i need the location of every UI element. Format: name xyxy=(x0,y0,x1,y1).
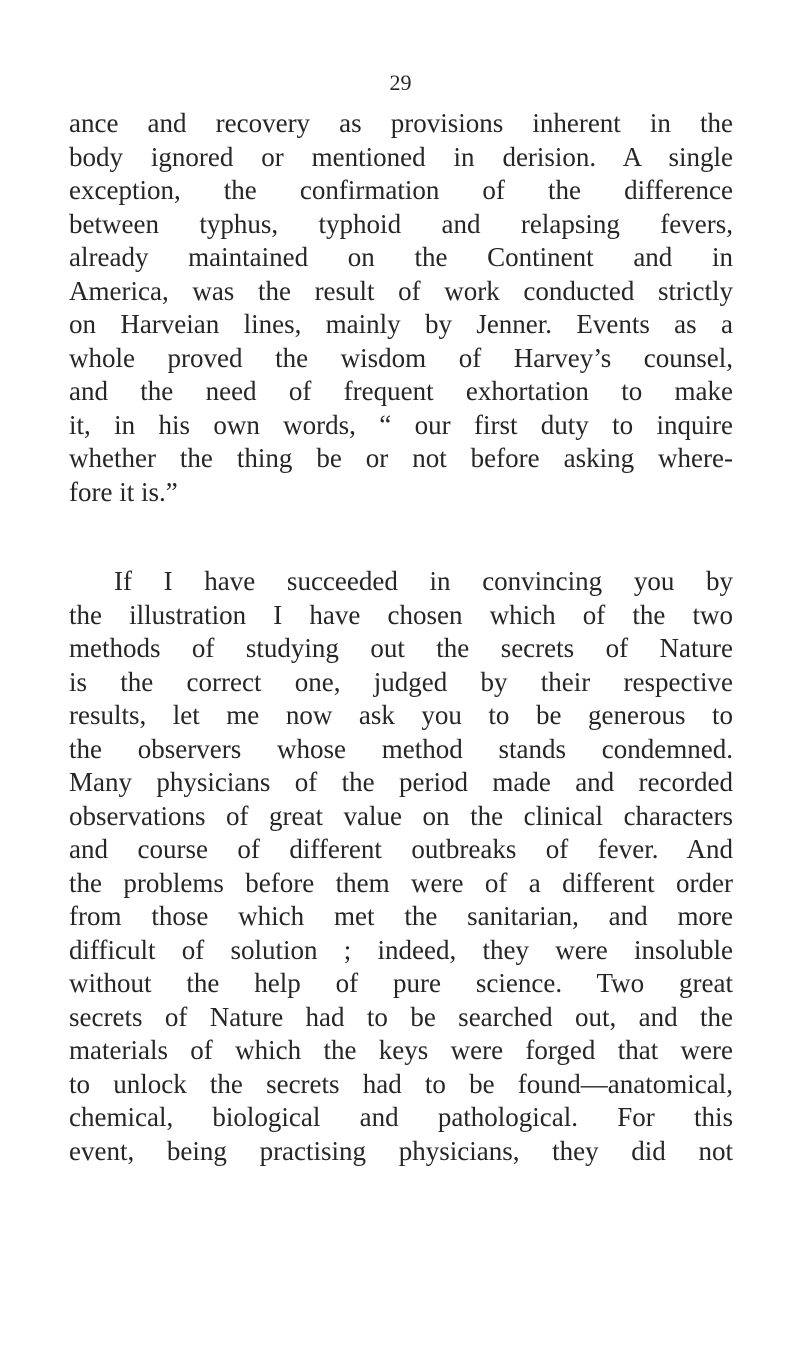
text-line: from those which met the sanitarian, and more xyxy=(69,901,733,931)
text-line: between typhus, typhoid and relapsing fevers, xyxy=(69,208,733,239)
text-line: ance and recovery as provisions inherent in the xyxy=(69,108,733,138)
text-line: chemical, biological and pathological. For this xyxy=(69,1102,733,1132)
text-line: the problems before them were of a different order xyxy=(69,867,733,898)
text-line: exception, the confirmation of the difference xyxy=(69,175,733,205)
text-line: If I have succeeded in convincing you by xyxy=(114,566,733,596)
text-line: observations of great value on the clinical characters xyxy=(69,800,733,831)
text-line: difficult of solution ; indeed, they were insoluble xyxy=(69,934,733,965)
text-line: it, in his own words, “ our first duty to inquire xyxy=(69,409,733,440)
text-line: to unlock the secrets had to be found—anatomical, xyxy=(69,1068,733,1099)
text-line: results, let me now ask you to be generous to xyxy=(69,700,733,730)
text-line: fore it is.” xyxy=(69,476,178,507)
text-line: without the help of pure science. Two great xyxy=(69,968,733,998)
text-line: body ignored or mentioned in derision. A single xyxy=(69,141,733,172)
text-line: on Harveian lines, mainly by Jenner. Events as a xyxy=(69,309,733,339)
page-number: 29 xyxy=(389,70,412,95)
text-line: methods of studying out the secrets of Nature xyxy=(69,633,733,663)
text-line: America, was the result of work conducted strictly xyxy=(69,275,733,306)
text-line: the observers whose method stands condemned. xyxy=(69,733,733,764)
text-line: already maintained on the Continent and in xyxy=(69,242,733,272)
text-line: is the correct one, judged by their respective xyxy=(69,666,733,697)
text-line: secrets of Nature had to be searched out, and the xyxy=(69,1001,733,1032)
text-line: whole proved the wisdom of Harvey’s counsel, xyxy=(69,342,733,373)
text-line: Many physicians of the period made and recorded xyxy=(69,767,733,797)
text-line: and the need of frequent exhortation to make xyxy=(69,376,733,406)
text-line: materials of which the keys were forged that were xyxy=(69,1035,733,1065)
text-line: event, being practising physicians, they did not xyxy=(69,1135,733,1166)
text-line: whether the thing be or not before asking where- xyxy=(69,443,733,473)
paragraph-2 xyxy=(69,565,733,1168)
text-line: and course of different outbreaks of fever. And xyxy=(69,834,733,864)
text-line: the illustration I have chosen which of the two xyxy=(69,599,733,630)
paragraph-1 xyxy=(69,107,733,509)
